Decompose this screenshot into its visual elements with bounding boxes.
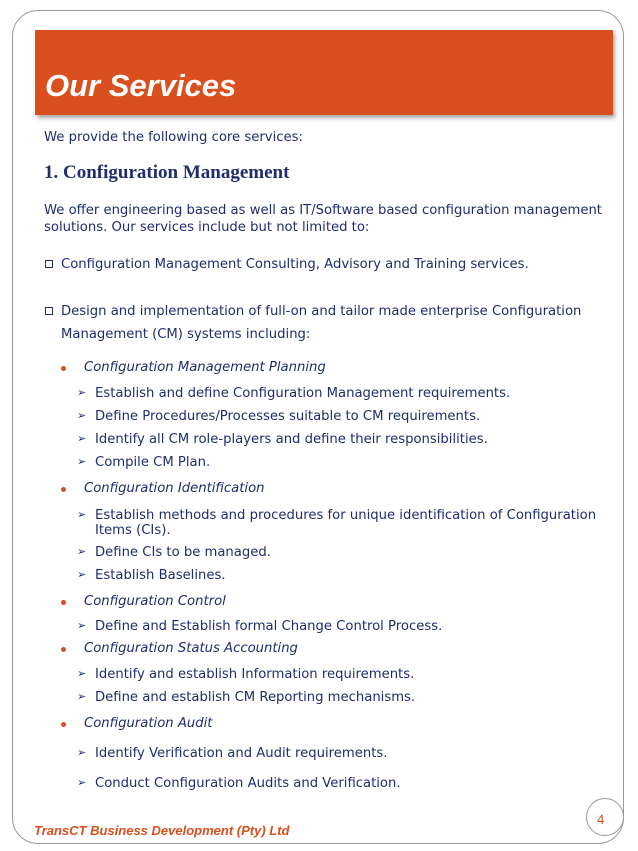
list-item: Identify Verification and Audit requirements.: [95, 746, 388, 761]
list-item-continuation: Management (CM) systems including:: [61, 327, 311, 342]
arrow-bullet-icon: ➢: [77, 386, 87, 399]
list-item: Compile CM Plan.: [95, 455, 211, 470]
arrow-bullet-icon: ➢: [77, 432, 87, 445]
arrow-bullet-icon: ➢: [77, 619, 87, 632]
list-item-continuation: Items (CIs).: [95, 523, 171, 538]
bullet-dot-icon: [61, 722, 66, 727]
arrow-bullet-icon: ➢: [77, 409, 87, 422]
arrow-bullet-icon: ➢: [77, 776, 87, 789]
section-heading: 1. Configuration Management: [44, 162, 290, 183]
list-item: Identify and establish Information requirements.: [95, 667, 415, 682]
arrow-bullet-icon: ➢: [77, 455, 87, 468]
list-item: Establish methods and procedures for unique identification of Configuration: [95, 508, 597, 523]
list-item: Define and establish CM Reporting mechanisms.: [95, 690, 416, 705]
subsection-title: Configuration Management Planning: [84, 360, 326, 375]
page-number: 4: [597, 813, 605, 827]
bullet-dot-icon: [61, 647, 66, 652]
footer-company: TransCT Business Development (Pty) Ltd: [34, 823, 290, 838]
list-item: Design and implementation of full-on and tailor made enterprise Configuration: [61, 304, 582, 319]
arrow-bullet-icon: ➢: [77, 545, 87, 558]
arrow-bullet-icon: ➢: [77, 746, 87, 759]
subsection-title: Configuration Control: [84, 594, 226, 609]
list-item: Identify all CM role-players and define their responsibilities.: [95, 432, 488, 447]
list-item: Configuration Management Consulting, Advisory and Training services.: [61, 257, 529, 272]
list-item: Define and Establish formal Change Control Process.: [95, 619, 443, 634]
arrow-bullet-icon: ➢: [77, 568, 87, 581]
list-item: Establish and define Configuration Management requirements.: [95, 386, 511, 401]
arrow-bullet-icon: ➢: [77, 690, 87, 703]
arrow-bullet-icon: ➢: [77, 667, 87, 680]
subsection-title: Configuration Audit: [84, 716, 213, 731]
square-bullet-icon: [45, 307, 53, 315]
list-item: Define Procedures/Processes suitable to CM requirements.: [95, 409, 481, 424]
list-item: Establish Baselines.: [95, 568, 226, 583]
bullet-dot-icon: [61, 487, 66, 492]
bullet-dot-icon: [61, 366, 66, 371]
arrow-bullet-icon: ➢: [77, 508, 87, 521]
subsection-title: Configuration Identification: [84, 481, 265, 496]
paragraph-line-1: We offer engineering based as well as IT/Software based configuration management: [44, 203, 602, 218]
intro-text: We provide the following core services:: [44, 130, 303, 145]
page-number-circle: [586, 798, 624, 836]
paragraph-line-2: solutions. Our services include but not limited to:: [44, 220, 370, 235]
bullet-dot-icon: [61, 600, 66, 605]
subsection-title: Configuration Status Accounting: [84, 641, 298, 656]
list-item: Conduct Configuration Audits and Verification.: [95, 776, 401, 791]
list-item: Define CIs to be managed.: [95, 545, 271, 560]
square-bullet-icon: [45, 260, 53, 268]
page-title: Our Services: [45, 68, 237, 103]
